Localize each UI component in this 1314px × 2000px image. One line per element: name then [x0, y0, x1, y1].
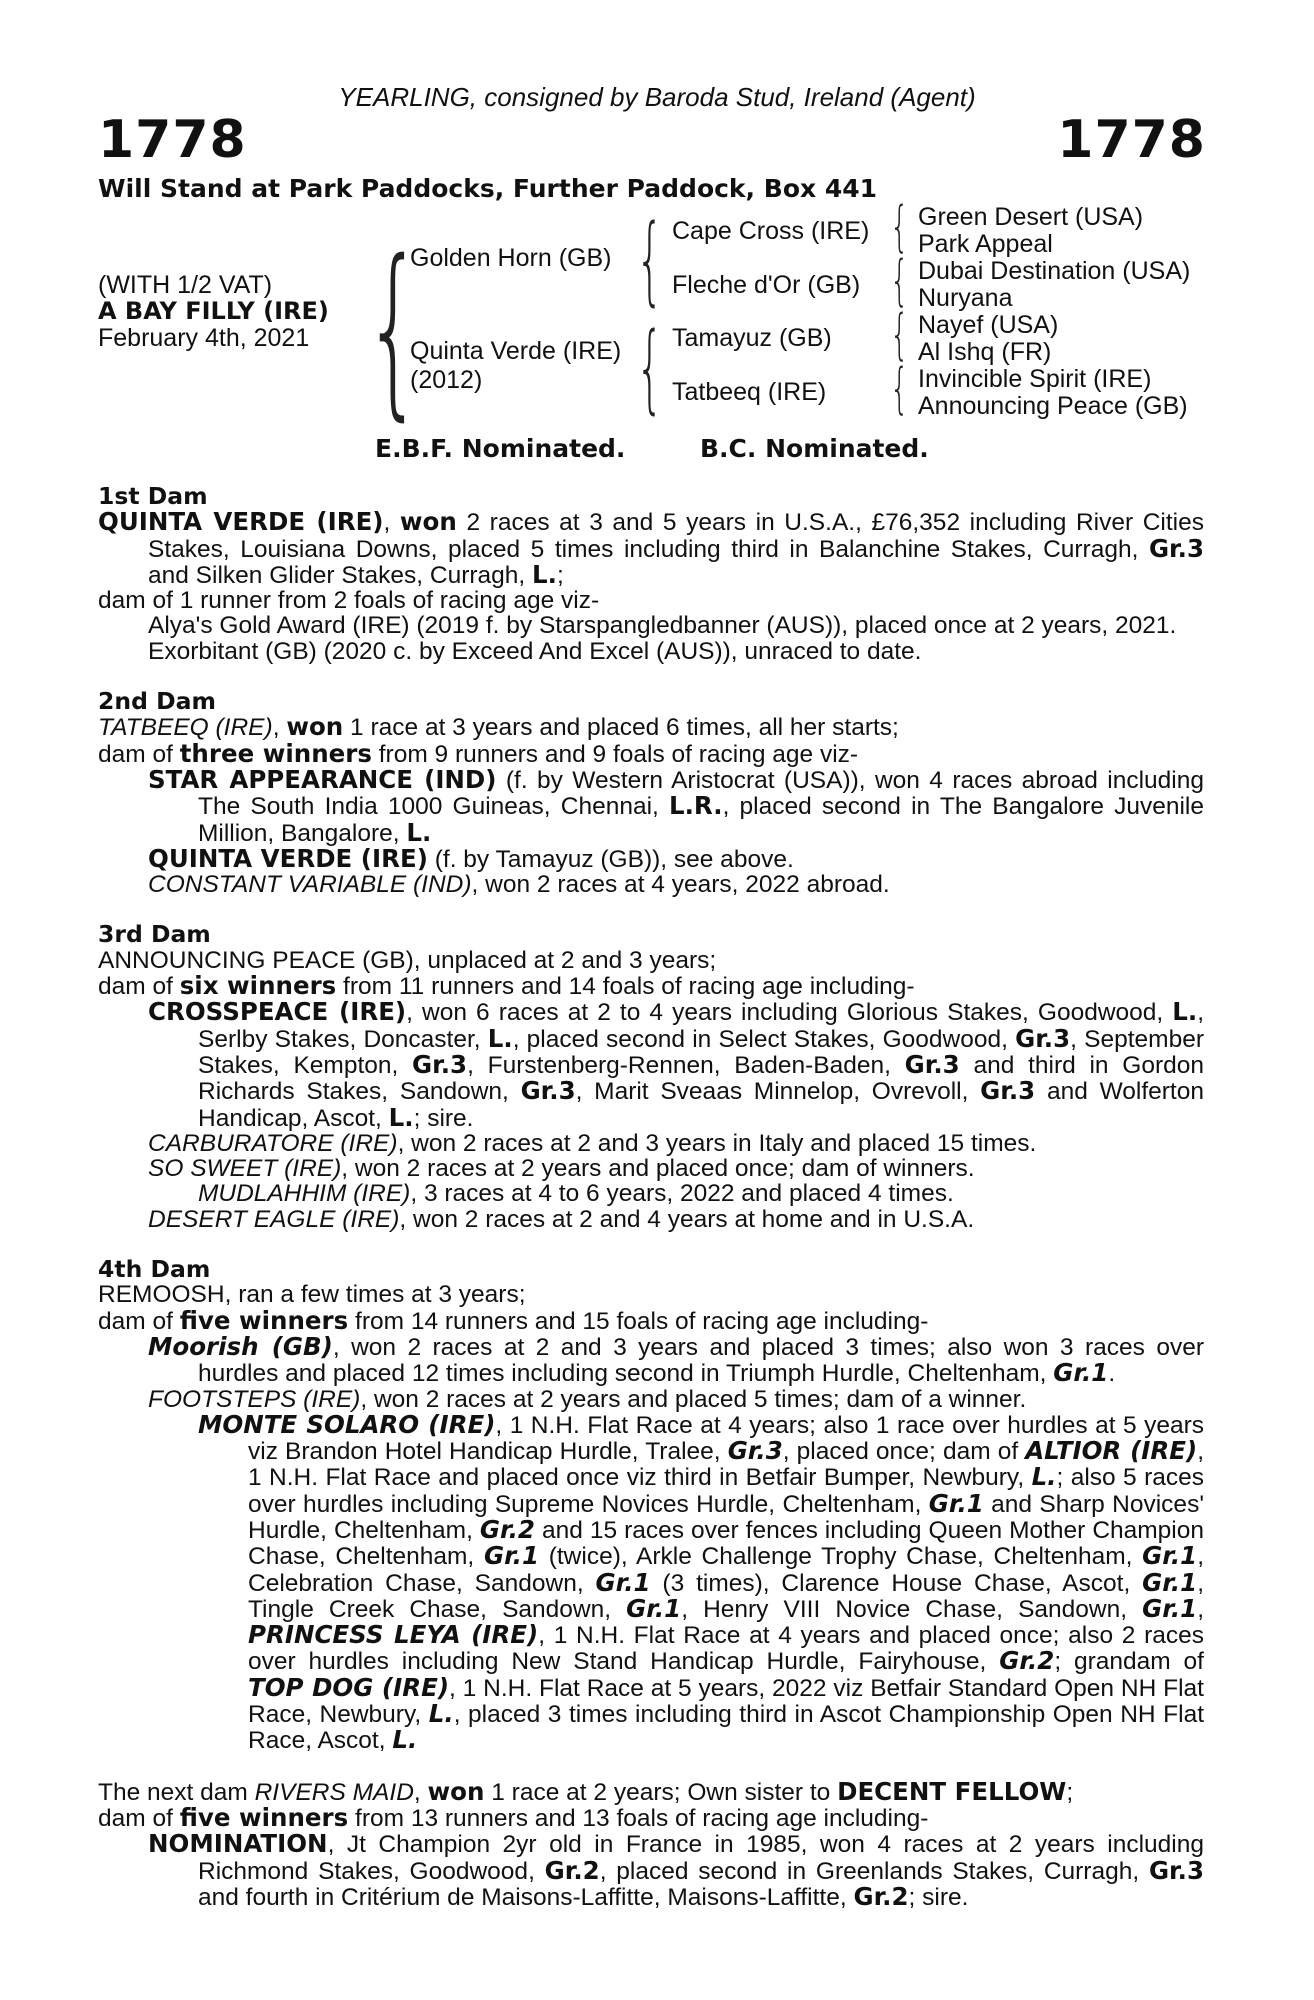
fourth-dam-section	[98, 1257, 1204, 1754]
vat-note: (WITH 1/2 VAT)	[98, 271, 273, 299]
foaling-date: February 4th, 2021	[98, 324, 310, 352]
first-dam-record: QUINTA VERDE (IRE), won 2 races at 3 and 5 years in U.S.A., £76,352 including River Cities Stakes, Louisiana Downs, placed 5 times including third in Balanchine Stakes, Curragh, Gr.3 and Silken Glider Stakes, Curragh, L.;	[98, 507, 1204, 589]
next-dam-section	[98, 1776, 1204, 1911]
stand-location: Will Stand at Park Paddocks, Further Paddock, Box 441	[98, 174, 878, 203]
third-dam-produce: dam of six winners from 11 runners and 14 foals of racing age including-	[98, 971, 915, 1001]
pedigree-dam-sire: Tamayuz (GB)	[672, 324, 832, 352]
pedigree-g3-8: Announcing Peace (GB)	[918, 392, 1188, 420]
pedigree-g3-3: Dubai Destination (USA)	[918, 257, 1191, 285]
pedigree-brace-main: {	[364, 220, 424, 437]
ebf-nominated: E.B.F. Nominated.	[375, 434, 626, 463]
third-dam-section	[98, 922, 1204, 1232]
third-dam-heading: 3rd Dam	[98, 920, 211, 949]
second-dam-heading: 2nd Dam	[98, 687, 216, 716]
pedigree-g3-5: Nayef (USA)	[918, 311, 1059, 339]
third-dam-record: ANNOUNCING PEACE (GB), unplaced at 2 and 3 years;	[98, 946, 717, 974]
fourth-dam-record: REMOOSH, ran a few times at 3 years;	[98, 1281, 526, 1309]
pedigree-brace-g3-2: {	[890, 249, 909, 312]
second-dam-record: TATBEEQ (IRE), won 1 race at 3 years and placed 6 times, all her starts;	[98, 712, 899, 742]
pedigree-brace-dam: {	[636, 312, 664, 424]
pedigree-g3-4: Nuryana	[918, 284, 1013, 312]
pedigree-g3-7: Invincible Spirit (IRE)	[918, 365, 1152, 393]
next-dam-produce: dam of five winners from 13 runners and 13 foals of racing age including-	[98, 1802, 929, 1832]
first-dam-foal-1: Alya's Gold Award (IRE) (2019 f. by Starspangledbanner (AUS)), placed once at 2 years, 2021.	[148, 612, 1177, 640]
third-dam-foal-carburatore: CARBURATORE (IRE), won 2 races at 2 and 3 years in Italy and placed 15 times.	[148, 1129, 1037, 1157]
pedigree-brace-g3-3: {	[890, 303, 909, 366]
pedigree-brace-g3-1: {	[890, 195, 909, 258]
pedigree-dam-year: (2012)	[410, 366, 483, 394]
pedigree-sire: Golden Horn (GB)	[410, 244, 612, 272]
catalogue-body	[98, 484, 1204, 1910]
first-dam-section	[98, 484, 1204, 664]
fourth-dam-foal-moorish: Moorish (GB), won 2 races at 2 and 3 years and placed 3 times; also won 3 races over hurdles and placed 12 times including second in Triumph Hurdle, Cheltenham, Gr.1.	[148, 1331, 1204, 1388]
fourth-dam-grandfoal-monte-solaro: MONTE SOLARO (IRE), 1 N.H. Flat Race at 4 years; also 1 race over hurdles at 5 years viz Brandon Hotel Handicap Hurdle, Tralee, Gr.3, placed once; dam of ALTIOR (IRE), 1 N.H. Flat Race and placed once viz third in Betfair Bumper, Newbury, L.; also 5 races over hurdles including Supreme Novices Hurdle, Cheltenham, Gr.1 and Sharp Novices' Hurdle, Cheltenham, Gr.2 and 15 races over fences including Queen Mother Champion Chase, Cheltenham, Gr.1 (twice), Arkle Challenge Trophy Chase, Cheltenham, Gr.1, Celebration Chase, Sandown, Gr.1 (3 times), Clarence House Chase, Ascot, Gr.1, Tingle Creek Chase, Sandown, Gr.1, Henry VIII Novice Chase, Sandown, Gr.1, PRINCESS LEYA (IRE), 1 N.H. Flat Race at 4 years and placed once; also 2 races over hurdles including New Stand Handicap Hurdle, Fairyhouse, Gr.2; grandam of TOP DOG (IRE), 1 N.H. Flat Race at 5 years, 2022 viz Betfair Standard Open NH Flat Race, Newbury, L., placed 3 times including third in Ascot Championship Open NH Flat Race, Ascot, L.	[198, 1409, 1204, 1755]
pedigree-sire-dam: Fleche d'Or (GB)	[672, 271, 861, 299]
pedigree-brace-sire: {	[636, 204, 664, 316]
first-dam-produce: dam of 1 runner from 2 foals of racing age viz-	[98, 587, 600, 615]
first-dam-name: QUINTA VERDE (IRE)	[98, 507, 384, 537]
third-dam-foal-desert-eagle: DESERT EAGLE (IRE), won 2 races at 2 and 4 years at home and in U.S.A.	[148, 1205, 975, 1233]
bc-nominated: B.C. Nominated.	[700, 434, 929, 463]
pedigree-dam: Quinta Verde (IRE)	[410, 337, 622, 365]
first-dam-won: won	[399, 507, 457, 537]
third-dam-grandfoal-mudlahhim: MUDLAHHIM (IRE), 3 races at 4 to 6 years, 2022 and placed 4 times.	[198, 1180, 954, 1208]
consignment-line: YEARLING, consigned by Baroda Stud, Ireland (Agent)	[338, 82, 976, 112]
second-dam-foal-3: CONSTANT VARIABLE (IND), won 2 races at 4 years, 2022 abroad.	[148, 871, 890, 899]
lot-number-right: 1778	[1057, 110, 1206, 170]
third-dam-foal-so-sweet: SO SWEET (IRE), won 2 races at 2 years and placed once; dam of winners.	[148, 1155, 975, 1183]
pedigree-g3-1: Green Desert (USA)	[918, 203, 1144, 231]
second-dam-name: TATBEEQ (IRE)	[98, 714, 273, 742]
pedigree-dam-dam: Tatbeeq (IRE)	[672, 378, 827, 406]
second-dam-produce: dam of three winners from 9 runners and 9 foals of racing age viz-	[98, 738, 859, 768]
horse-name: A BAY FILLY (IRE)	[98, 297, 329, 325]
pedigree-brace-g3-4: {	[890, 357, 909, 420]
lot-number-left: 1778	[98, 110, 247, 170]
next-dam-record: The next dam RIVERS MAID, won 1 race at 2 years; Own sister to DECENT FELLOW;	[98, 1776, 1074, 1806]
next-dam-foal-nomination: NOMINATION, Jt Champion 2yr old in France in 1985, won 4 races at 2 years including Richmond Stakes, Goodwood, Gr.2, placed second in Greenlands Stakes, Curragh, Gr.3 and fourth in Critérium de Maisons-Laffitte, Maisons-Laffitte, Gr.2; sire.	[148, 1829, 1204, 1911]
third-dam-foal-crosspeace: CROSSPEACE (IRE), won 6 races at 2 to 4 years including Glorious Stakes, Goodwood, L., Serlby Stakes, Doncaster, L., placed second in Select Stakes, Goodwood, Gr.3, September Stakes, Kempton, Gr.3, Furstenberg-Rennen, Baden-Baden, Gr.3 and third in Gordon Richards Stakes, Sandown, Gr.3, Marit Sveaas Minnelop, Ovrevoll, Gr.3 and Wolferton Handicap, Ascot, L.; sire.	[148, 997, 1205, 1132]
pedigree-g3-6: Al Ishq (FR)	[918, 338, 1052, 366]
pedigree-sire-sire: Cape Cross (IRE)	[672, 217, 870, 245]
fourth-dam-heading: 4th Dam	[98, 1255, 211, 1284]
pedigree-g3-2: Park Appeal	[918, 230, 1053, 258]
fourth-dam-foal-footsteps: FOOTSTEPS (IRE), won 2 races at 2 years and placed 5 times; dam of a winner.	[148, 1385, 1027, 1413]
second-dam-foal-2: QUINTA VERDE (IRE) (f. by Tamayuz (GB)), see above.	[148, 843, 794, 873]
first-dam-heading: 1st Dam	[98, 482, 208, 510]
second-dam-foal-1: STAR APPEARANCE (IND) (f. by Western Aristocrat (USA)), won 4 races abroad including The South India 1000 Guineas, Chennai, L.R., placed second in The Bangalore Juvenile Million, Bangalore, L.	[148, 764, 1204, 847]
fourth-dam-produce: dam of five winners from 14 runners and 15 foals of racing age including-	[98, 1305, 929, 1335]
first-dam-foal-2: Exorbitant (GB) (2020 c. by Exceed And Excel (AUS)), unraced to date.	[148, 637, 922, 665]
second-dam-section	[98, 689, 1204, 897]
